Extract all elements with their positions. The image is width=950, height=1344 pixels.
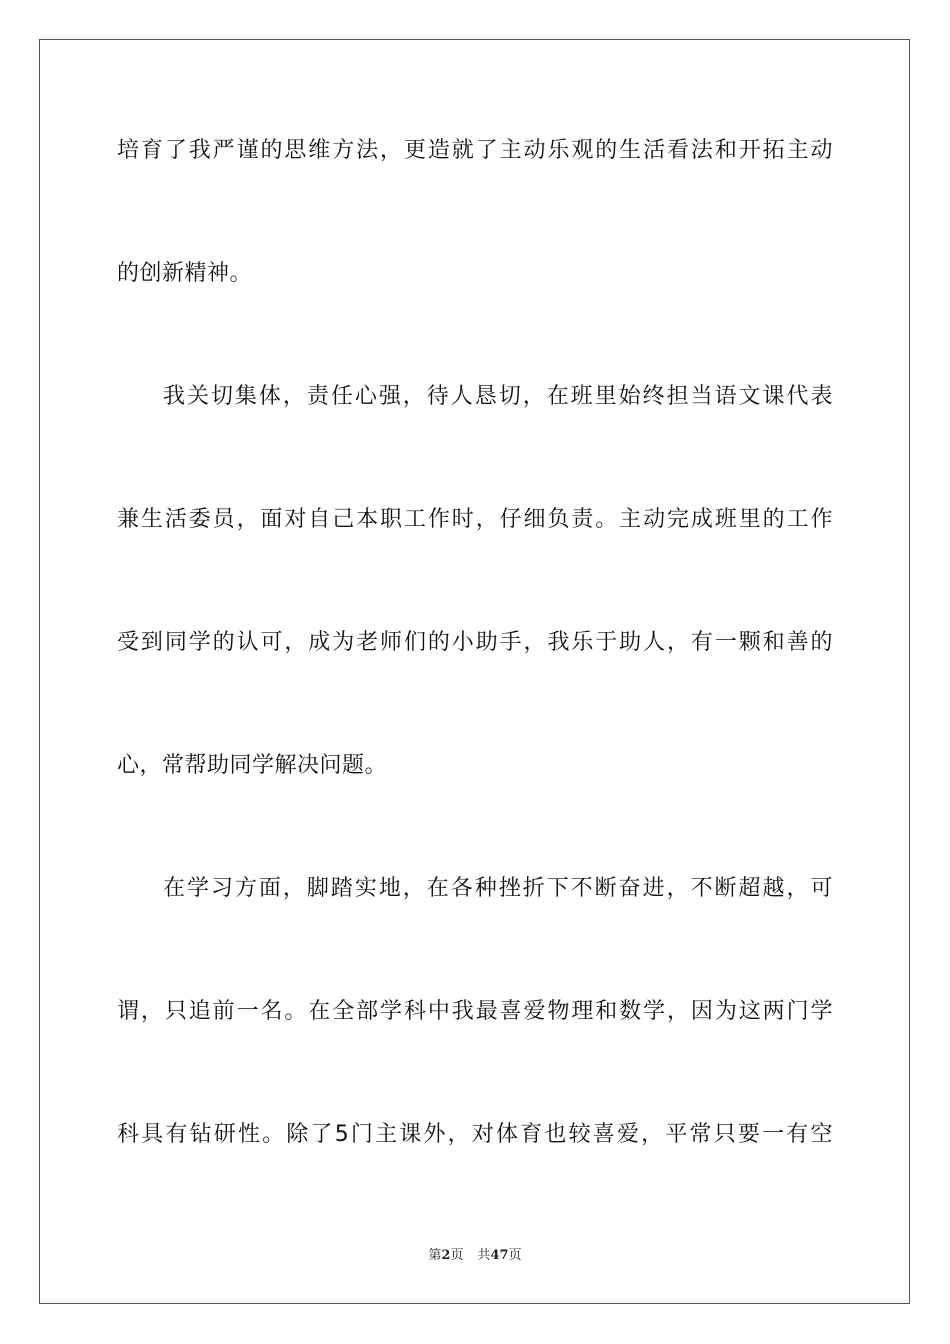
text-line-2: 的创新精神。 bbox=[117, 261, 253, 286]
page-suffix: 页 bbox=[450, 1248, 464, 1263]
page-prefix: 第 bbox=[428, 1248, 442, 1263]
text-line-9: 科具有钻研性。除了5门主课外，对体育也较喜爱，平常只要一有空 bbox=[117, 1122, 833, 1147]
text-line-3: 我关切集体，责任心强，待人恳切，在班里始终担当语文课代表 bbox=[163, 384, 833, 409]
text-line-6: 心，常帮助同学解决问题。 bbox=[117, 753, 388, 778]
text-line-1: 培育了我严谨的思维方法，更造就了主动乐观的生活看法和开拓主动 bbox=[117, 138, 833, 163]
page-frame bbox=[39, 39, 910, 1304]
total-suffix: 页 bbox=[508, 1248, 522, 1263]
total-prefix: 共 bbox=[477, 1248, 491, 1263]
text-line-5: 受到同学的认可，成为老师们的小助手，我乐于助人，有一颗和善的 bbox=[117, 630, 833, 655]
page-footer bbox=[0, 1247, 950, 1265]
text-line-4: 兼生活委员，面对自己本职工作时，仔细负责。主动完成班里的工作 bbox=[117, 507, 833, 532]
page-number: 2 bbox=[441, 1248, 451, 1263]
total-pages: 47 bbox=[490, 1248, 509, 1263]
text-line-7: 在学习方面，脚踏实地，在各种挫折下不断奋进，不断超越，可 bbox=[163, 876, 833, 901]
text-line-8: 谓，只追前一名。在全部学科中我最喜爱物理和数学，因为这两门学 bbox=[117, 999, 833, 1024]
